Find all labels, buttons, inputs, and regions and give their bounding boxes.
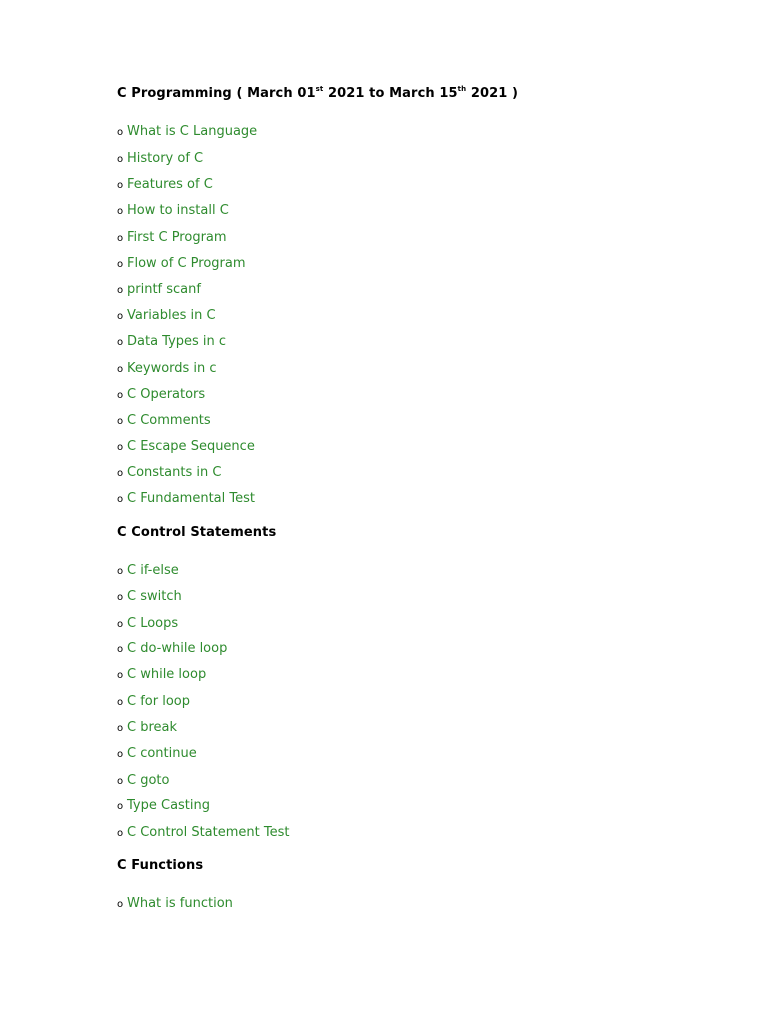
list-item xyxy=(117,255,246,273)
list-item xyxy=(117,281,201,299)
heading-sup-st: st xyxy=(315,84,324,93)
topic-link[interactable]: C Comments xyxy=(127,413,211,428)
topic-link[interactable]: C Escape Sequence xyxy=(127,439,255,454)
topic-link[interactable]: Type Casting xyxy=(127,798,211,813)
bullet-icon: o xyxy=(117,828,124,839)
list-item xyxy=(117,464,221,482)
bullet-icon: o xyxy=(117,206,124,217)
bullet-icon: o xyxy=(117,670,124,681)
list-item xyxy=(117,150,203,168)
list-item xyxy=(117,588,182,606)
heading-suffix: 2021 ) xyxy=(466,86,519,101)
list-item xyxy=(117,412,211,430)
topic-link[interactable]: C if-else xyxy=(127,563,179,578)
bullet-icon: o xyxy=(117,644,124,655)
topic-link[interactable]: printf scanf xyxy=(127,282,201,297)
bullet-icon: o xyxy=(117,154,124,165)
list-item xyxy=(117,386,205,404)
bullet-icon: o xyxy=(117,494,124,505)
bullet-icon: o xyxy=(117,723,124,734)
topic-link[interactable]: Features of C xyxy=(127,177,213,192)
bullet-icon: o xyxy=(117,899,124,910)
bullet-icon: o xyxy=(117,390,124,401)
bullet-icon: o xyxy=(117,337,124,348)
topic-link[interactable]: Constants in C xyxy=(127,465,222,480)
list-item xyxy=(117,895,233,913)
list-item xyxy=(117,615,178,633)
list-item xyxy=(117,693,190,711)
topic-link[interactable]: C switch xyxy=(127,589,182,604)
section-heading-functions: C Functions xyxy=(117,858,204,873)
topic-link[interactable]: C do-while loop xyxy=(127,641,228,656)
topic-link[interactable]: C continue xyxy=(127,746,197,761)
bullet-icon: o xyxy=(117,180,124,191)
topic-link[interactable]: First C Program xyxy=(127,230,227,245)
topic-link[interactable]: C break xyxy=(127,720,178,735)
bullet-icon: o xyxy=(117,801,124,812)
bullet-icon: o xyxy=(117,259,124,270)
bullet-icon: o xyxy=(117,749,124,760)
heading-sup-th: th xyxy=(457,84,467,93)
bullet-icon: o xyxy=(117,592,124,603)
list-item xyxy=(117,562,179,580)
heading-middle: 2021 to March 15 xyxy=(323,86,458,101)
list-item xyxy=(117,229,227,247)
list-item xyxy=(117,719,177,737)
topic-link[interactable]: C for loop xyxy=(127,694,190,709)
bullet-icon: o xyxy=(117,364,124,375)
topic-link[interactable]: C Operators xyxy=(127,387,206,402)
topic-link[interactable]: C Control Statement Test xyxy=(127,825,290,840)
topic-link[interactable]: C while loop xyxy=(127,667,207,682)
section-heading-c-programming xyxy=(117,86,518,101)
topic-link[interactable]: History of C xyxy=(127,151,204,166)
list-item xyxy=(117,666,206,684)
topic-link[interactable]: C Fundamental Test xyxy=(127,491,255,506)
topic-link[interactable]: Data Types in c xyxy=(127,334,227,349)
bullet-icon: o xyxy=(117,566,124,577)
topic-link[interactable]: How to install C xyxy=(127,203,229,218)
list-item xyxy=(117,490,255,508)
bullet-icon: o xyxy=(117,442,124,453)
bullet-icon: o xyxy=(117,468,124,479)
list-item xyxy=(117,824,289,842)
list-item xyxy=(117,360,217,378)
bullet-icon: o xyxy=(117,776,124,787)
bullet-icon: o xyxy=(117,233,124,244)
topic-link[interactable]: Variables in C xyxy=(127,308,216,323)
topic-link[interactable]: C goto xyxy=(127,773,170,788)
topic-link[interactable]: C Loops xyxy=(127,616,179,631)
bullet-icon: o xyxy=(117,619,124,630)
bullet-icon: o xyxy=(117,416,124,427)
list-item xyxy=(117,797,210,815)
list-item xyxy=(117,640,227,658)
bullet-icon: o xyxy=(117,285,124,296)
bullet-icon: o xyxy=(117,127,124,138)
list-item xyxy=(117,745,197,763)
bullet-icon: o xyxy=(117,311,124,322)
list-item xyxy=(117,176,213,194)
topic-link[interactable]: What is C Language xyxy=(127,124,258,139)
topic-link[interactable]: Keywords in c xyxy=(127,361,217,376)
list-item xyxy=(117,202,229,220)
list-item xyxy=(117,307,216,325)
list-item xyxy=(117,123,257,141)
list-item xyxy=(117,772,169,790)
list-item xyxy=(117,438,255,456)
topic-link[interactable]: What is function xyxy=(127,896,233,911)
list-item xyxy=(117,333,226,351)
section-heading-control-statements: C Control Statements xyxy=(117,525,277,540)
heading-prefix: C Programming ( March 01 xyxy=(117,86,316,101)
bullet-icon: o xyxy=(117,697,124,708)
topic-link[interactable]: Flow of C Program xyxy=(127,256,246,271)
